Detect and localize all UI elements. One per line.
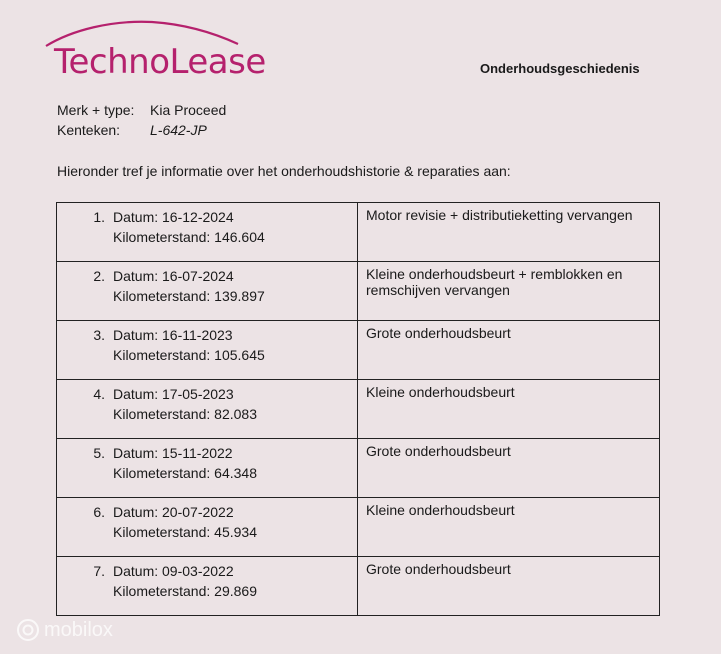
make-label: Merk + type:: [57, 102, 135, 118]
entry-date: Datum: 17-05-2023: [113, 386, 234, 402]
entry-date-line: [65, 561, 349, 581]
plate-row: [57, 120, 226, 140]
entry-work: Grote onderhoudsbeurt: [366, 443, 511, 459]
entry-date: Datum: 20-07-2022: [113, 504, 234, 520]
entry-date-line: [65, 384, 349, 404]
entry-number: 4.: [93, 386, 105, 402]
entry-work: Kleine onderhoudsbeurt: [366, 502, 515, 518]
entry-mileage: Kilometerstand: 105.645: [113, 347, 265, 363]
entry-km-line: [65, 345, 349, 365]
entry-mileage: Kilometerstand: 82.083: [113, 406, 257, 422]
entry-number: 6.: [93, 504, 105, 520]
entry-date-cell: [57, 439, 358, 498]
entry-work-cell: [358, 380, 660, 439]
mobilox-watermark: [16, 618, 113, 642]
plate-label: Kenteken:: [57, 122, 121, 138]
entry-work-cell: [358, 321, 660, 380]
entry-date-line: [65, 443, 349, 463]
entry-mileage: Kilometerstand: 29.869: [113, 583, 257, 599]
entry-number: 3.: [93, 327, 105, 343]
entry-date-cell: [57, 498, 358, 557]
table-row: [57, 321, 660, 380]
make-value: Kia Proceed: [150, 102, 227, 118]
entry-km-line: [65, 227, 349, 247]
entry-date-cell: [57, 262, 358, 321]
entry-number: 1.: [93, 209, 105, 225]
vehicle-info: [57, 100, 226, 140]
technolease-logo: [42, 18, 266, 82]
entry-work: Kleine onderhoudsbeurt + remblokken en remschijven vervangen: [366, 266, 623, 298]
entry-km-line: [65, 404, 349, 424]
entry-date-line: [65, 207, 349, 227]
entry-work-cell: [358, 439, 660, 498]
entry-work: Grote onderhoudsbeurt: [366, 325, 511, 341]
entry-date-cell: [57, 557, 358, 616]
entry-mileage: Kilometerstand: 146.604: [113, 229, 265, 245]
entry-work-cell: [358, 262, 660, 321]
entry-work-cell: [358, 498, 660, 557]
make-row: [57, 100, 226, 120]
entry-date-cell: [57, 203, 358, 262]
table-row: [57, 203, 660, 262]
entry-date-line: [65, 325, 349, 345]
entry-number: 2.: [93, 268, 105, 284]
entry-number: 5.: [93, 445, 105, 461]
entry-date-line: [65, 266, 349, 286]
watermark-text: mobilox: [44, 618, 113, 641]
entry-mileage: Kilometerstand: 45.934: [113, 524, 257, 540]
table-row: [57, 439, 660, 498]
entry-work-cell: [358, 203, 660, 262]
entry-work: Motor revisie + distributieketting vervangen: [366, 207, 633, 223]
entry-km-line: [65, 463, 349, 483]
document-title: Onderhoudsgeschiedenis: [480, 61, 640, 76]
entry-km-line: [65, 581, 349, 601]
table-row: [57, 498, 660, 557]
entry-number: 7.: [93, 563, 105, 579]
entry-date-cell: [57, 380, 358, 439]
entry-date-line: [65, 502, 349, 522]
plate-value: L-642-JP: [150, 122, 207, 138]
table-row: [57, 262, 660, 321]
table-row: [57, 557, 660, 616]
maintenance-history-table: [56, 202, 660, 616]
entry-work-cell: [358, 557, 660, 616]
entry-date-cell: [57, 321, 358, 380]
entry-date: Datum: 16-11-2023: [113, 327, 233, 343]
entry-mileage: Kilometerstand: 64.348: [113, 465, 257, 481]
table-row: [57, 380, 660, 439]
entry-date: Datum: 09-03-2022: [113, 563, 234, 579]
entry-mileage: Kilometerstand: 139.897: [113, 288, 265, 304]
logo-wordmark: TechnoLease: [54, 42, 266, 82]
intro-text: Hieronder tref je informatie over het onderhoudshistorie & reparaties aan:: [57, 163, 511, 179]
entry-date: Datum: 16-12-2024: [113, 209, 234, 225]
mobilox-logo-icon: [16, 618, 40, 642]
entry-km-line: [65, 522, 349, 542]
entry-date: Datum: 16-07-2024: [113, 268, 234, 284]
entry-work: Kleine onderhoudsbeurt: [366, 384, 515, 400]
entry-work: Grote onderhoudsbeurt: [366, 561, 511, 577]
entry-km-line: [65, 286, 349, 306]
entry-date: Datum: 15-11-2022: [113, 445, 233, 461]
